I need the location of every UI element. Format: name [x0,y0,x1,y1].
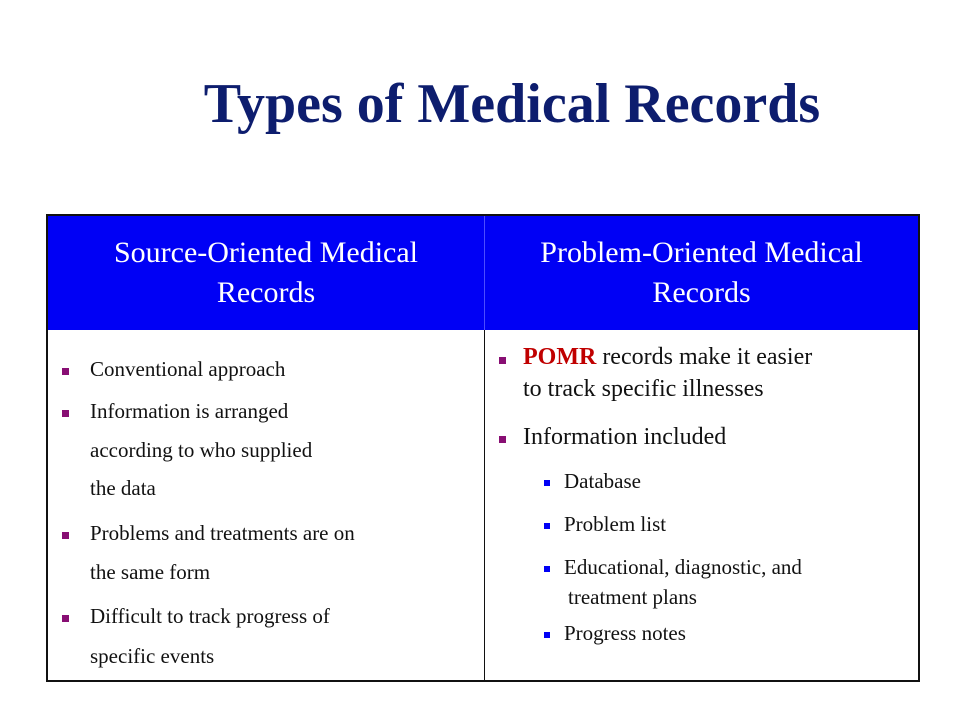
header-source-oriented [48,216,485,330]
list-item [523,344,812,371]
sub-list-item: Database [564,469,641,493]
sub-bullet-square-icon [544,523,550,529]
list-item-continuation: the same form [90,560,211,584]
pomr-emphasis: POMR [523,344,597,370]
slide-title: Types of Medical Records [203,73,821,135]
sub-list-item: Progress notes [564,621,686,645]
list-item-continuation: according to who supplied [90,438,313,462]
list-item-continuation: to track specific illnesses [523,376,764,402]
list-item-continuation: specific events [90,644,215,668]
sub-list-item-continuation: treatment plans [568,585,697,609]
problem-oriented-column [485,330,918,680]
pomr-text: records make it easier [596,344,813,370]
bullet-square-icon [499,436,506,443]
list-item: Problems and treatments are on [90,521,355,545]
bullet-square-icon [62,368,69,375]
source-oriented-column [48,330,485,680]
sub-list-item: Educational, diagnostic, and [564,555,802,579]
header-source-line2: Records [216,276,316,309]
list-item: Information included [523,424,727,450]
bullet-square-icon [499,357,506,364]
list-item: Difficult to track progress of [90,604,330,628]
sub-bullet-square-icon [544,566,550,572]
header-problem-oriented [485,216,918,330]
sub-bullet-square-icon [544,480,550,486]
header-problem-line1: Problem-Oriented Medical [540,236,863,269]
bullet-square-icon [62,410,69,417]
header-source-line1: Source-Oriented Medical [113,236,419,269]
sub-bullet-square-icon [544,632,550,638]
bullet-square-icon [62,615,69,622]
list-item: Information is arranged [90,399,289,423]
records-comparison-table [46,214,920,682]
bullet-square-icon [62,532,69,539]
list-item: Conventional approach [90,357,286,381]
sub-list-item: Problem list [564,512,667,536]
header-problem-line2: Records [652,276,751,309]
list-item-continuation: the data [90,476,156,500]
